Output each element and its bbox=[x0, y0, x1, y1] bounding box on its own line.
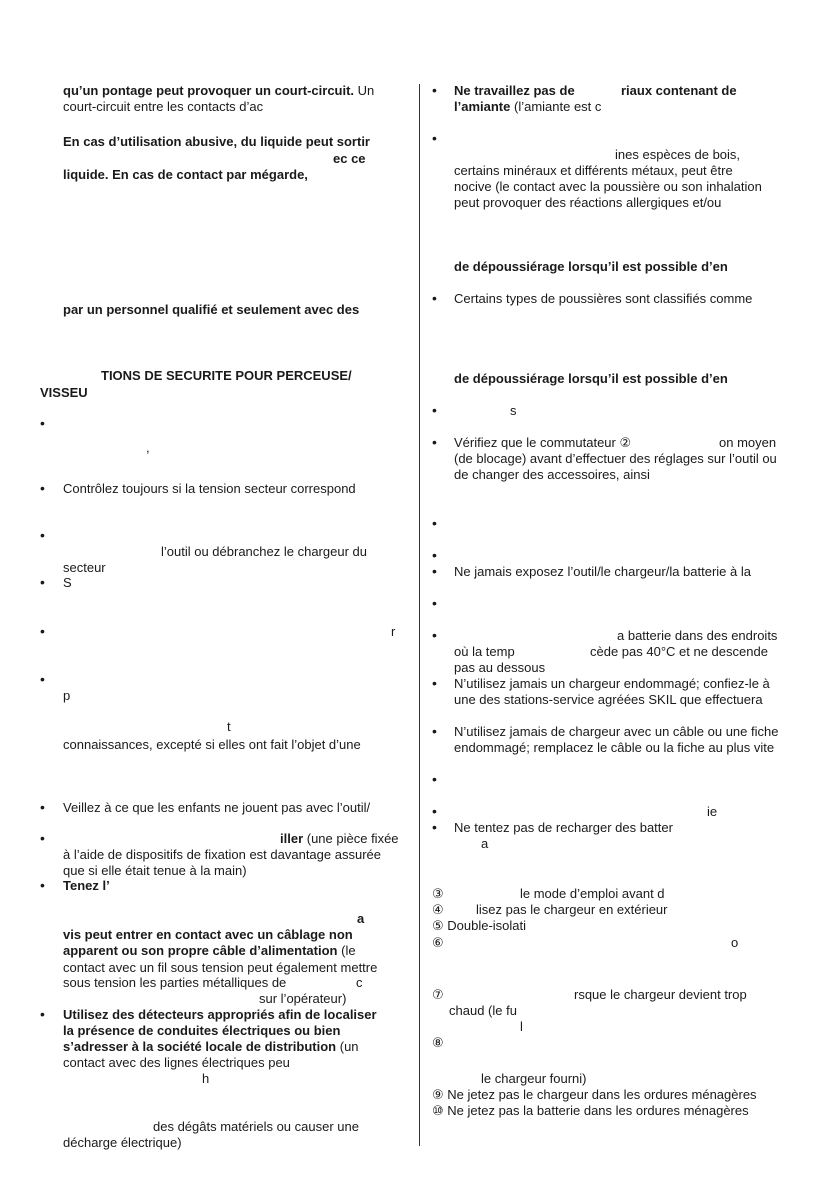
bullet: • bbox=[432, 803, 437, 819]
bullet: • bbox=[432, 675, 437, 691]
section-heading-line-2: VISSEU bbox=[40, 385, 88, 400]
right-bullet-commutateur-line-2: (de blocage) avant d’effectuer des réglages sur l’outil ou bbox=[454, 451, 777, 466]
right-bullet-amiante-line-2: l’amiante (l’amiante est c bbox=[454, 99, 602, 114]
bullet: • bbox=[40, 480, 45, 496]
bullet: • bbox=[432, 82, 437, 98]
section-heading-line-1: TIONS DE SECURITE POUR PERCEUSE/ bbox=[101, 368, 352, 383]
left-fragment-c: c bbox=[356, 975, 363, 990]
symbol-6-marker: ⑥ bbox=[432, 935, 444, 950]
bullet: • bbox=[432, 563, 437, 579]
left-bullet-vis-line-1: vis peut entrer en contact avec un câblage non bbox=[63, 927, 353, 942]
bullet: • bbox=[432, 819, 437, 835]
symbol-7-marker: ⑦ bbox=[432, 987, 444, 1002]
left-para-1-line-1: qu’un pontage peut provoquer un court-circuit. Un bbox=[63, 83, 375, 98]
right-bullet-temperature-line-3: pas au dessous bbox=[454, 660, 546, 675]
left-bullet-vis-line-4: sous tension les parties métalliques de bbox=[63, 975, 287, 990]
bullet: • bbox=[432, 627, 437, 643]
left-para-2-line-1: En cas d’utilisation abusive, du liquide peut sortir bbox=[63, 134, 370, 149]
bullet: • bbox=[40, 1006, 45, 1022]
right-bullet-exposez: Ne jamais exposez l’outil/le chargeur/la batterie à la bbox=[454, 564, 751, 579]
left-bullet-iller-line-3: que si elle était tenue à la main) bbox=[63, 863, 247, 878]
left-bullet-detecteurs-line-6: décharge électrique) bbox=[63, 1135, 182, 1150]
right-bullet-amiante-line-1b: riaux contenant de bbox=[621, 83, 737, 98]
left-bullet-tenez: Tenez l’ bbox=[63, 878, 110, 893]
right-bullet-commutateur-line-3: de changer des accessoires, ainsi bbox=[454, 467, 650, 482]
bullet: • bbox=[432, 515, 437, 531]
bullet: • bbox=[432, 402, 437, 418]
symbol-8-text: le chargeur fourni) bbox=[481, 1071, 587, 1086]
right-bullet-poussiere-line-2: certains minéraux et différents métaux, peut être bbox=[454, 163, 733, 178]
right-bullet-commutateur-line-1b: on moyen bbox=[719, 435, 777, 450]
bullet: • bbox=[40, 527, 45, 543]
left-fragment-a: a bbox=[357, 911, 365, 926]
left-bullet-iller-line-2: à l’aide de dispositifs de fixation est davantage assurée bbox=[63, 847, 381, 862]
bullet: • bbox=[40, 830, 45, 846]
left-fragment-comma: , bbox=[146, 440, 150, 455]
symbol-7-fragment: l bbox=[520, 1019, 523, 1034]
right-bullet-poussiere-line-3: nocive (le contact avec la poussière ou son inhalation bbox=[454, 179, 762, 194]
left-para-3: par un personnel qualifié et seulement avec des bbox=[63, 302, 360, 317]
left-bullet-outil-line-1: l’outil ou débranchez le chargeur du bbox=[161, 544, 367, 559]
symbol-7-text: rsque le chargeur devient trop bbox=[574, 987, 747, 1002]
right-bullet-classifies: Certains types de poussières sont classifiés comme bbox=[454, 291, 753, 306]
right-fragment-s: s bbox=[510, 403, 517, 418]
right-bullet-amiante-line-1a: Ne travaillez pas de bbox=[454, 83, 575, 98]
left-bullet-detecteurs-line-1: Utilisez des détecteurs appropriés afin de localiser bbox=[63, 1007, 377, 1022]
right-bullet-temperature-line-1: a batterie dans des endroits bbox=[617, 628, 778, 643]
left-fragment-p: p bbox=[63, 688, 71, 703]
right-fragment-a: a bbox=[481, 836, 489, 851]
bullet: • bbox=[432, 723, 437, 739]
left-bullet-vis-line-2: apparent ou son propre câble d’alimentation (le bbox=[63, 943, 356, 958]
symbol-9: ⑨ Ne jetez pas le chargeur dans les ordures ménagères bbox=[432, 1087, 757, 1102]
right-bullet-poussiere-line-4: peut provoquer des réactions allergiques et/ou bbox=[454, 195, 722, 210]
bullet: • bbox=[432, 434, 437, 450]
right-bullet-commutateur-line-1: Vérifiez que le commutateur ② bbox=[454, 435, 632, 450]
right-bullet-recharger: Ne tentez pas de recharger des batter bbox=[454, 820, 673, 835]
left-para-2-line-3: liquide. En cas de contact par mégarde, bbox=[63, 167, 308, 182]
left-fragment-r: r bbox=[391, 624, 396, 639]
symbol-3-marker: ③ bbox=[432, 886, 444, 901]
right-bullet-temperature-line-2a: où la temp bbox=[454, 644, 515, 659]
right-bullet-poussiere-line-5: de dépoussiérage lorsqu’il est possible d’en bbox=[454, 259, 728, 274]
left-fragment-t: t bbox=[227, 719, 231, 734]
symbol-8-marker: ⑧ bbox=[432, 1035, 444, 1050]
left-bullet-enfants: Veillez à ce que les enfants ne jouent pas avec l’outil/ bbox=[63, 800, 371, 815]
left-bullet-vis-line-5: sur l’opérateur) bbox=[259, 991, 347, 1006]
bullet: • bbox=[432, 595, 437, 611]
symbol-5: ⑤ Double-isolati bbox=[432, 918, 527, 933]
right-fragment-ie: ie bbox=[707, 804, 718, 819]
left-bullet-connaissances: connaissances, excepté si elles ont fait l’objet d’une bbox=[63, 737, 361, 752]
left-fragment-h: h bbox=[202, 1071, 210, 1086]
symbol-3-text: le mode d’emploi avant d bbox=[520, 886, 665, 901]
bullet: • bbox=[40, 415, 45, 431]
bullet: • bbox=[432, 547, 437, 563]
bullet: • bbox=[432, 130, 437, 146]
symbol-6-fragment: o bbox=[731, 935, 739, 950]
left-bullet-detecteurs-line-5: des dégâts matériels ou causer une bbox=[153, 1119, 359, 1134]
left-bullet-tension: Contrôlez toujours si la tension secteur correspond bbox=[63, 481, 356, 496]
bullet: • bbox=[40, 799, 45, 815]
left-bullet-detecteurs-line-4: contact avec des lignes électriques peu bbox=[63, 1055, 290, 1070]
bullet: • bbox=[432, 290, 437, 306]
left-bullet-iller-line-1: iller (une pièce fixée bbox=[280, 831, 399, 846]
bullet: • bbox=[40, 623, 45, 639]
left-bullet-outil-line-2: secteur bbox=[63, 560, 106, 575]
symbol-7-line-2: chaud (le fu bbox=[449, 1003, 517, 1018]
bullet: • bbox=[40, 574, 45, 590]
symbol-10: ⑩ Ne jetez pas la batterie dans les ordures ménagères bbox=[432, 1103, 749, 1118]
right-bullet-classifies-line-2: de dépoussiérage lorsqu’il est possible d’en bbox=[454, 371, 728, 386]
bullet: • bbox=[40, 671, 45, 687]
left-bullet-vis-line-3: contact avec un fil sous tension peut également mettre bbox=[63, 960, 378, 975]
symbol-4-text: lisez pas le chargeur en extérieur bbox=[476, 902, 668, 917]
bullet: • bbox=[432, 771, 437, 787]
symbol-4-marker: ④ bbox=[432, 902, 444, 917]
right-bullet-endommage-line-1: N’utilisez jamais un chargeur endommagé; confiez-le à bbox=[454, 676, 770, 691]
left-para-2-line-2: ec ce bbox=[333, 151, 366, 166]
left-bullet-detecteurs-line-3: s’adresser à la société locale de distribution (un bbox=[63, 1039, 359, 1054]
left-fragment-s: S bbox=[63, 575, 72, 590]
right-bullet-temperature-line-2b: cède pas 40°C et ne descende bbox=[590, 644, 768, 659]
right-bullet-endommage-line-2: une des stations-service agréées SKIL que effectuera bbox=[454, 692, 763, 707]
right-bullet-cable-line-2: endommagé; remplacez le câble ou la fiche au plus vite bbox=[454, 740, 775, 755]
bullet: • bbox=[40, 877, 45, 893]
column-divider bbox=[419, 84, 420, 1146]
right-bullet-cable-line-1: N’utilisez jamais de chargeur avec un câble ou une fiche bbox=[454, 724, 779, 739]
right-bullet-poussiere-line-1: ines espèces de bois, bbox=[615, 147, 741, 162]
left-bullet-detecteurs-line-2: la présence de conduites électriques ou bien bbox=[63, 1023, 341, 1038]
left-para-1-line-2: court-circuit entre les contacts d’ac bbox=[63, 99, 264, 114]
